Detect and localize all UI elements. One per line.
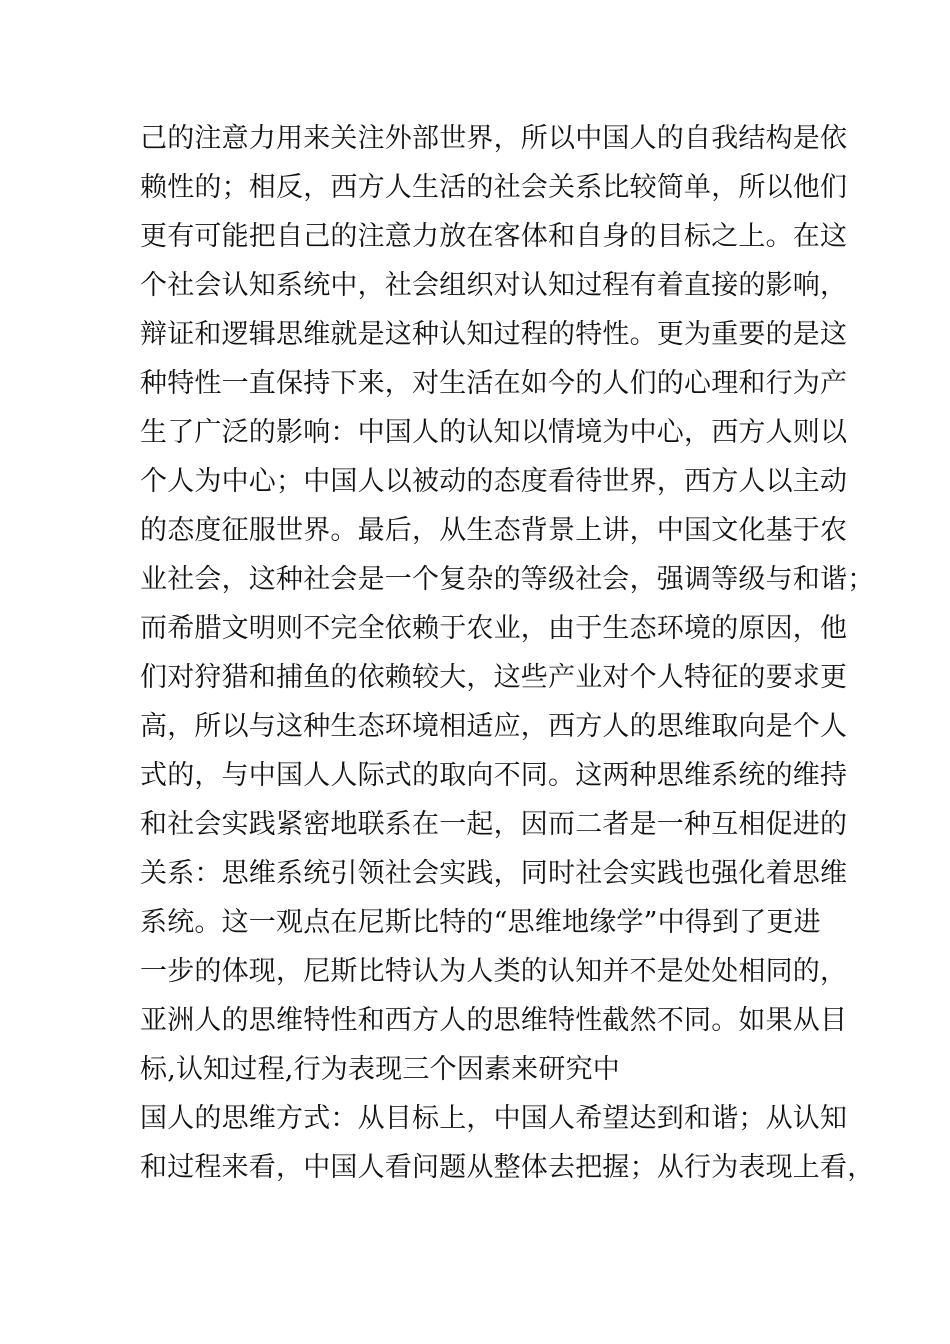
text-line: 一步的体现，尼斯比特认为人类的认知并不是处处相同的， (140, 956, 848, 987)
text-line: 和过程来看，中国人看问题从整体去把握；从行为表现上看， (140, 1152, 875, 1183)
text-line: 辩证和逻辑思维就是这种认知过程的特性。更为重要的是这 (140, 319, 848, 350)
text-line: 亚洲人的思维特性和西方人的思维特性截然不同。如果从目 (140, 1005, 848, 1036)
text-line: 赖性的；相反，西方人生活的社会关系比较简单，所以他们 (140, 172, 848, 203)
text-line: 国人的思维方式：从目标上，中国人希望达到和谐；从认知 (140, 1103, 848, 1134)
body-text (140, 114, 875, 1192)
text-line: 个人为中心；中国人以被动的态度看待世界，西方人以主动 (140, 466, 848, 497)
text-line: 业社会，这种社会是一个复杂的等级社会，强调等级与和谐； (140, 564, 875, 595)
text-line: 们对狩猎和捕鱼的依赖较大，这些产业对个人特征的要求更 (140, 662, 848, 693)
text-line: 高，所以与这种生态环境相适应，西方人的思维取向是个人 (140, 711, 848, 742)
text-line: 种特性一直保持下来，对生活在如今的人们的心理和行为产 (140, 368, 848, 399)
text-line: 而希腊文明则不完全依赖于农业，由于生态环境的原因，他 (140, 613, 848, 644)
text-line: 系统。这一观点在尼斯比特的“思维地缘学”中得到了更进 (140, 907, 821, 938)
text-line: 个社会认知系统中，社会组织对认知过程有着直接的影响， (140, 270, 848, 301)
text-line: 标,认知过程,行为表现三个因素来研究中 (140, 1054, 620, 1085)
text-line: 式的，与中国人人际式的取向不同。这两种思维系统的维持 (140, 760, 848, 791)
text-line: 生了广泛的影响：中国人的认知以情境为中心，西方人则以 (140, 417, 848, 448)
text-line: 更有可能把自己的注意力放在客体和自身的目标之上。在这 (140, 221, 848, 252)
text-line: 的态度征服世界。最后，从生态背景上讲，中国文化基于农 (140, 515, 848, 546)
text-line: 己的注意力用来关注外部世界，所以中国人的自我结构是依 (140, 123, 848, 154)
text-line: 关系：思维系统引领社会实践，同时社会实践也强化着思维 (140, 858, 848, 889)
text-line: 和社会实践紧密地联系在一起，因而二者是一种互相促进的 (140, 809, 848, 840)
